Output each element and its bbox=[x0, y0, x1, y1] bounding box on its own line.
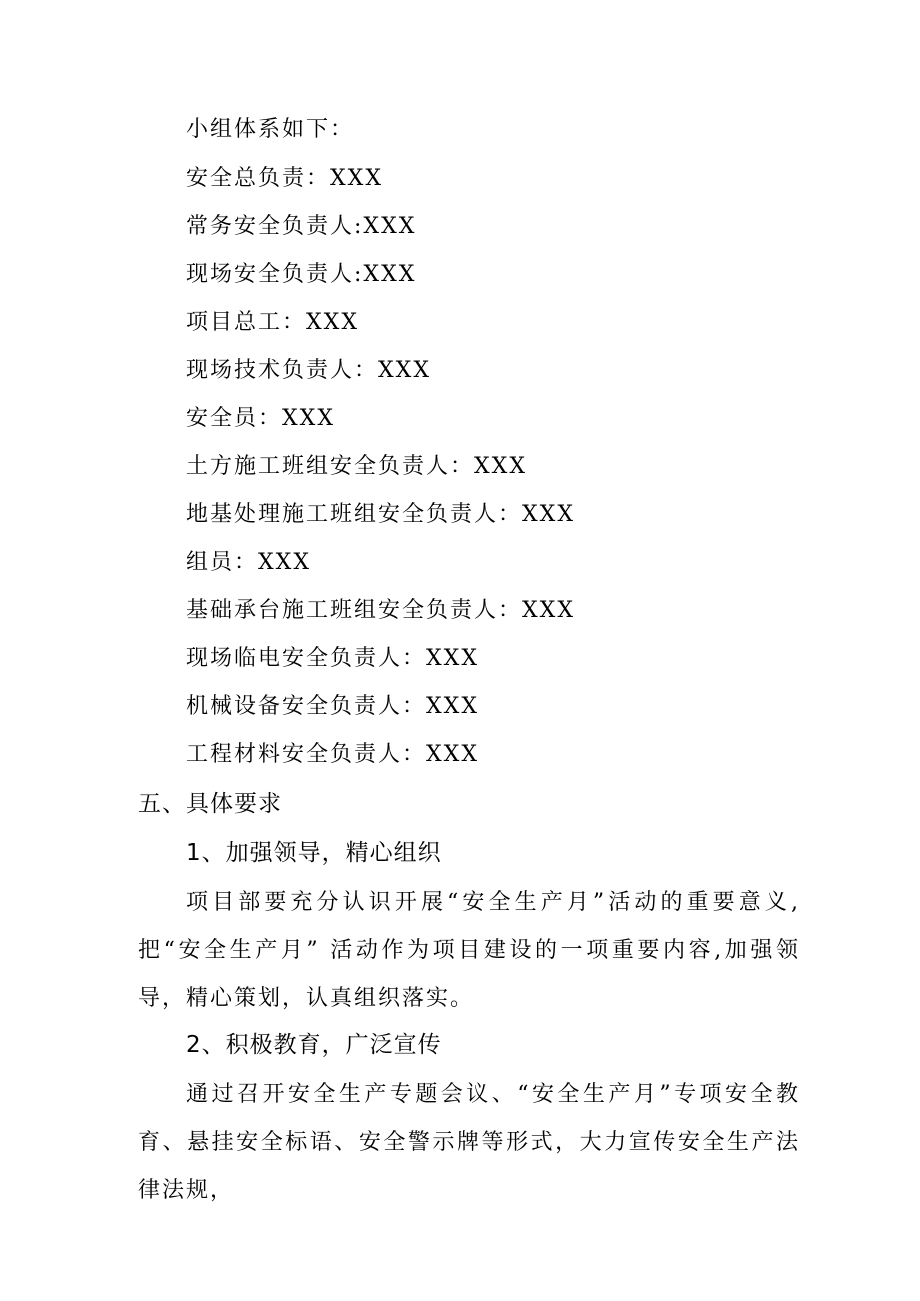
member-line: 常务安全负责人:XXX bbox=[186, 214, 417, 239]
member-line: 安全总负责：XXX bbox=[186, 166, 383, 191]
subsection-heading: 2、积极教育，广泛宣传 bbox=[186, 1032, 442, 1058]
paragraph: 通过召开安全生产专题会议、“安全生产月”专项安全教育、悬挂安全标语、安全警示牌等形式，大力宣传安全生产法律法规， bbox=[138, 1082, 800, 1203]
section-title: 五、具体要求 bbox=[138, 791, 282, 817]
member-line: 项目总工：XXX bbox=[186, 310, 359, 335]
member-line: 现场技术负责人：XXX bbox=[186, 358, 431, 383]
member-line: 现场临电安全负责人：XXX bbox=[186, 646, 479, 671]
member-line: 土方施工班组安全负责人：XXX bbox=[186, 454, 527, 479]
member-line: 地基处理施工班组安全负责人：XXX bbox=[186, 502, 575, 527]
member-line: 机械设备安全负责人：XXX bbox=[186, 694, 479, 719]
group-intro: 小组体系如下： bbox=[186, 117, 355, 142]
member-line: 组员：XXX bbox=[186, 550, 311, 575]
paragraph: 项目部要充分认识开展“安全生产月”活动的重要意义,把“安全生产月” 活动作为项目建设的一项重要内容,加强领导，精心策划，认真组织落实。 bbox=[138, 890, 800, 1011]
subsection-heading: 1、加强领导，精心组织 bbox=[186, 840, 442, 866]
member-line: 工程材料安全负责人：XXX bbox=[186, 742, 479, 767]
member-line: 现场安全负责人:XXX bbox=[186, 262, 417, 287]
member-line: 安全员：XXX bbox=[186, 406, 335, 431]
member-line: 基础承台施工班组安全负责人：XXX bbox=[186, 598, 575, 623]
